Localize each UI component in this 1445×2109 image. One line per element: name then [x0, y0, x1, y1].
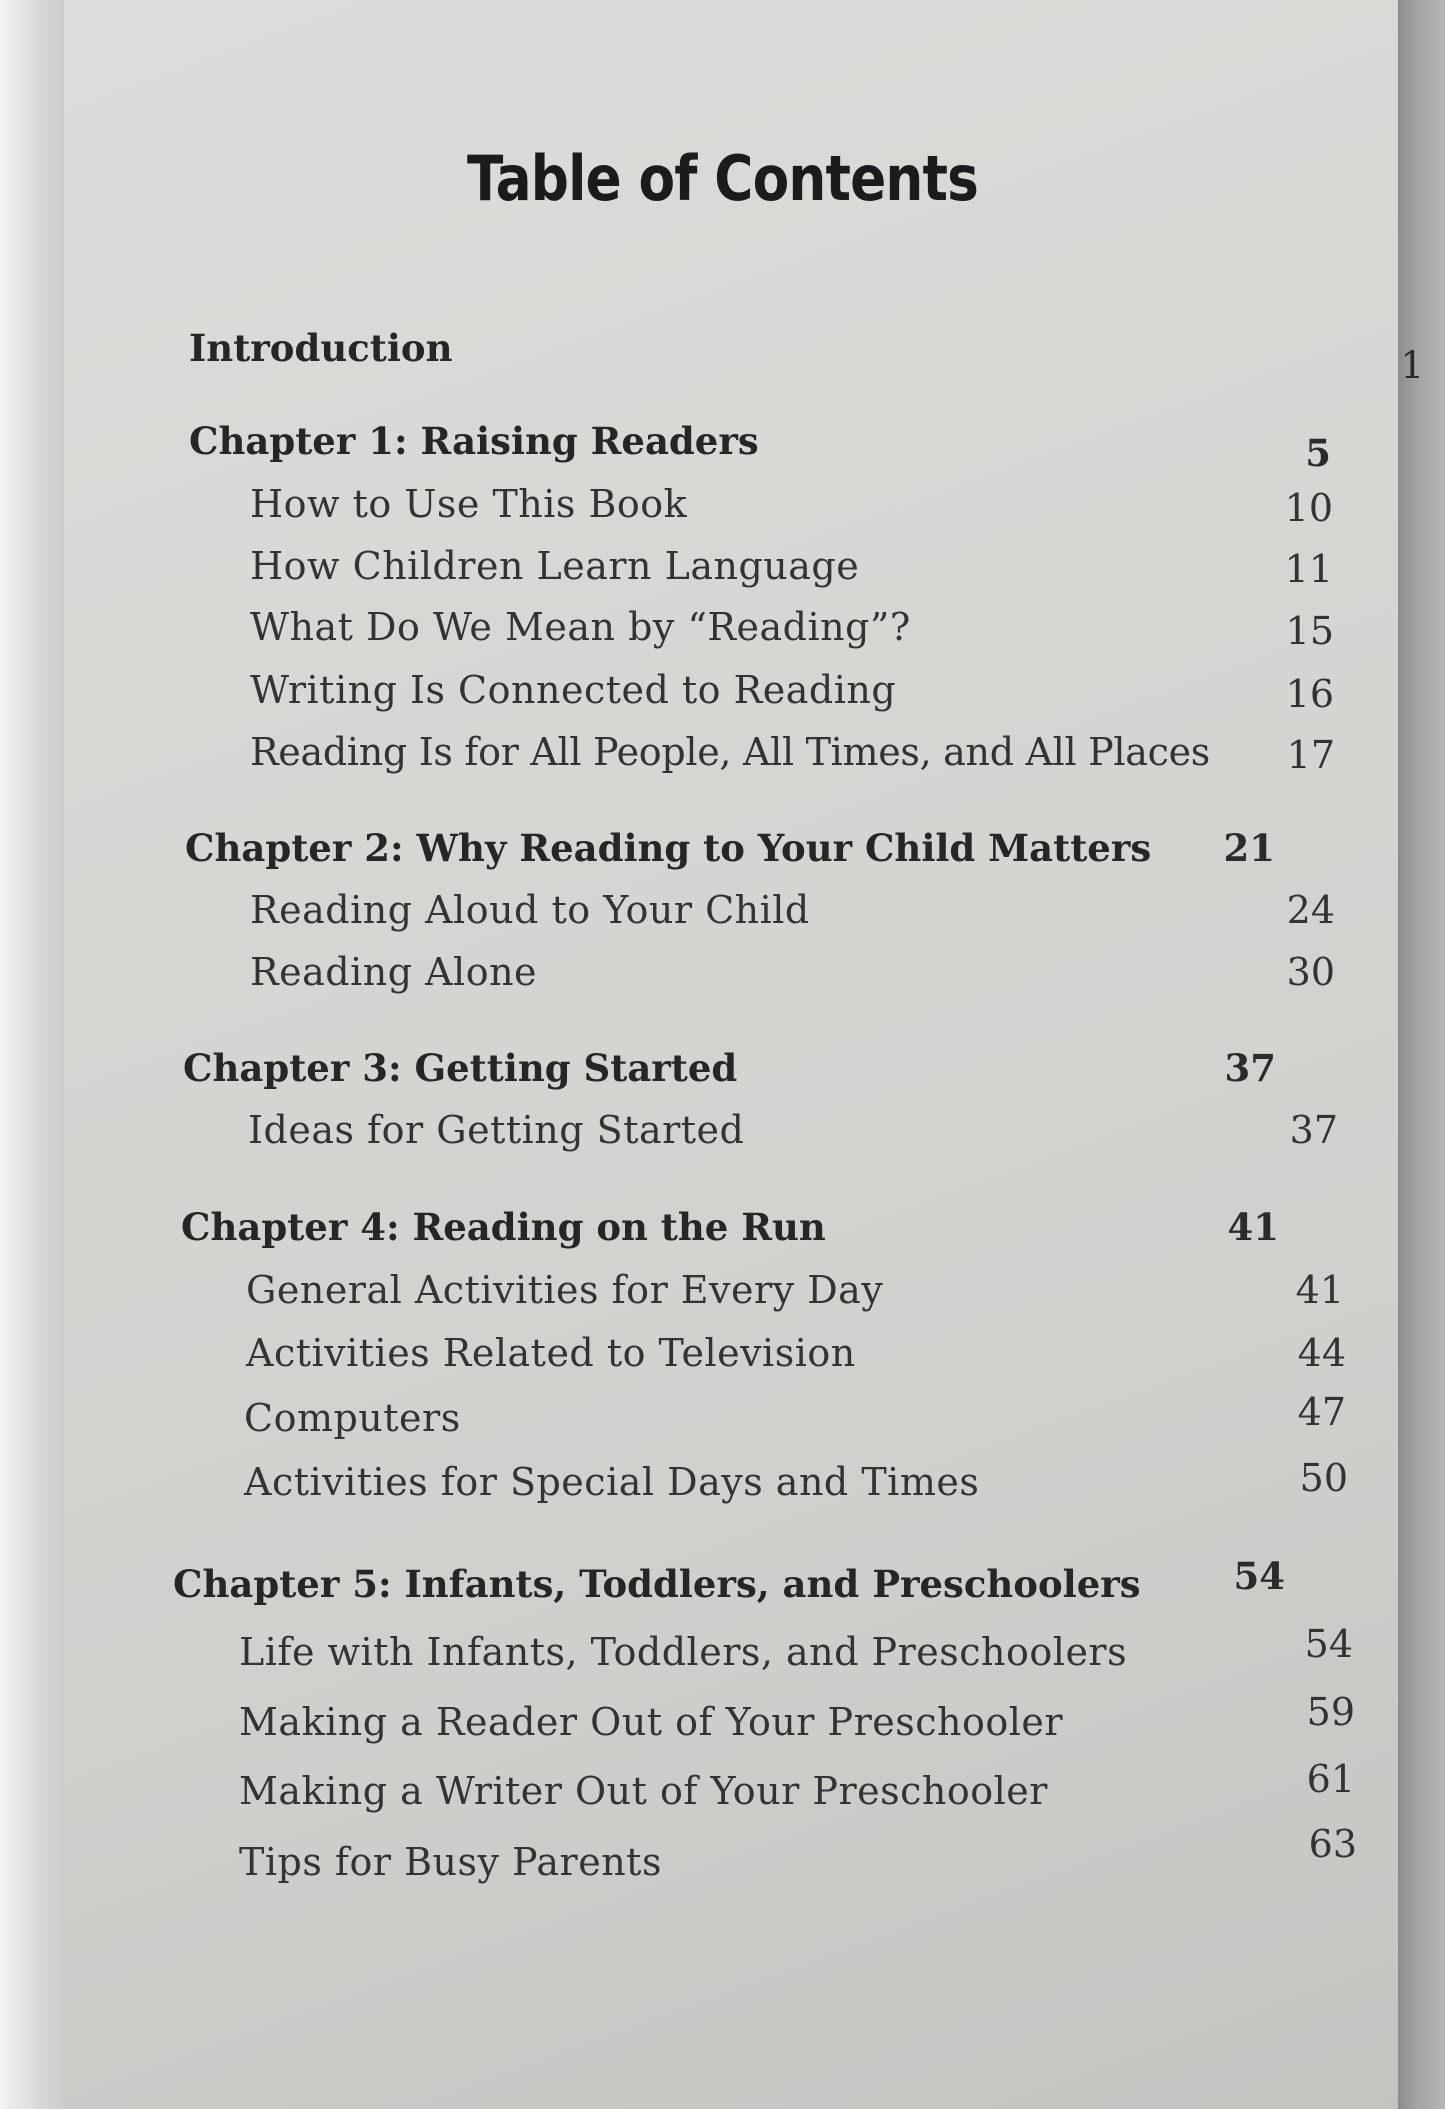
- entry-page-number: 54: [1233, 1554, 1285, 1598]
- toc-entry-introduction: [189, 326, 1424, 387]
- entry-label: General Activities for Every Day: [246, 1268, 884, 1312]
- entry-page-number: 10: [1284, 486, 1333, 530]
- entry-label: Ideas for Getting Started: [248, 1108, 745, 1152]
- entry-label: Tips for Busy Parents: [239, 1840, 662, 1884]
- entry-label: How to Use This Book: [250, 482, 688, 526]
- entry-page-number: 61: [1306, 1757, 1355, 1801]
- entry-page-number: 1: [1400, 344, 1424, 387]
- entry-label: Making a Reader Out of Your Preschooler: [239, 1700, 1064, 1744]
- entry-page-number: 41: [1227, 1205, 1279, 1249]
- entry-page-number: 59: [1306, 1690, 1355, 1734]
- entry-page-number: 41: [1295, 1268, 1344, 1312]
- entry-page-number: 44: [1297, 1331, 1346, 1375]
- entry-label: Making a Writer Out of Your Preschooler: [239, 1769, 1048, 1813]
- entry-label: Reading Alone: [250, 950, 538, 994]
- entry-page-number: 24: [1286, 888, 1335, 932]
- entry-page-number: 30: [1286, 950, 1335, 994]
- entry-label: Chapter 4: Reading on the Run: [181, 1205, 826, 1249]
- entry-page-number: 21: [1223, 826, 1275, 870]
- entry-page-number: 17: [1286, 733, 1335, 777]
- entry-label: Reading Is for All People, All Times, and All Places: [250, 730, 1210, 774]
- entry-label: Writing Is Connected to Reading: [250, 668, 897, 712]
- entry-page-number: 47: [1297, 1390, 1346, 1434]
- entry-label: Activities Related to Television: [246, 1331, 856, 1375]
- entry-label: What Do We Mean by “Reading”?: [250, 605, 911, 649]
- entry-page-number: 15: [1285, 609, 1334, 653]
- entry-page-number: 63: [1308, 1822, 1357, 1866]
- entry-page-number: 37: [1224, 1046, 1276, 1090]
- entry-page-number: 37: [1289, 1108, 1338, 1152]
- entry-label: Computers: [244, 1396, 461, 1440]
- entry-page-number: 16: [1285, 672, 1334, 716]
- entry-page-number: 54: [1304, 1622, 1353, 1666]
- entry-label: Life with Infants, Toddlers, and Preschoolers: [239, 1630, 1128, 1674]
- entry-label: How Children Learn Language: [250, 544, 860, 588]
- entry-page-number: 50: [1299, 1456, 1348, 1500]
- entry-label: Chapter 5: Infants, Toddlers, and Preschoolers: [173, 1562, 1141, 1606]
- entry-label: Activities for Special Days and Times: [244, 1460, 980, 1504]
- page-title: Table of Contents: [466, 142, 978, 215]
- entry-label: Introduction: [189, 326, 453, 370]
- entry-page-number: 11: [1284, 547, 1333, 591]
- entry-page-number: 5: [1305, 431, 1331, 475]
- entry-label: Reading Aloud to Your Child: [250, 888, 810, 932]
- entry-label: Chapter 3: Getting Started: [183, 1046, 738, 1090]
- entry-label: Chapter 1: Raising Readers: [189, 419, 759, 463]
- entry-label: Chapter 2: Why Reading to Your Child Matters: [185, 826, 1152, 870]
